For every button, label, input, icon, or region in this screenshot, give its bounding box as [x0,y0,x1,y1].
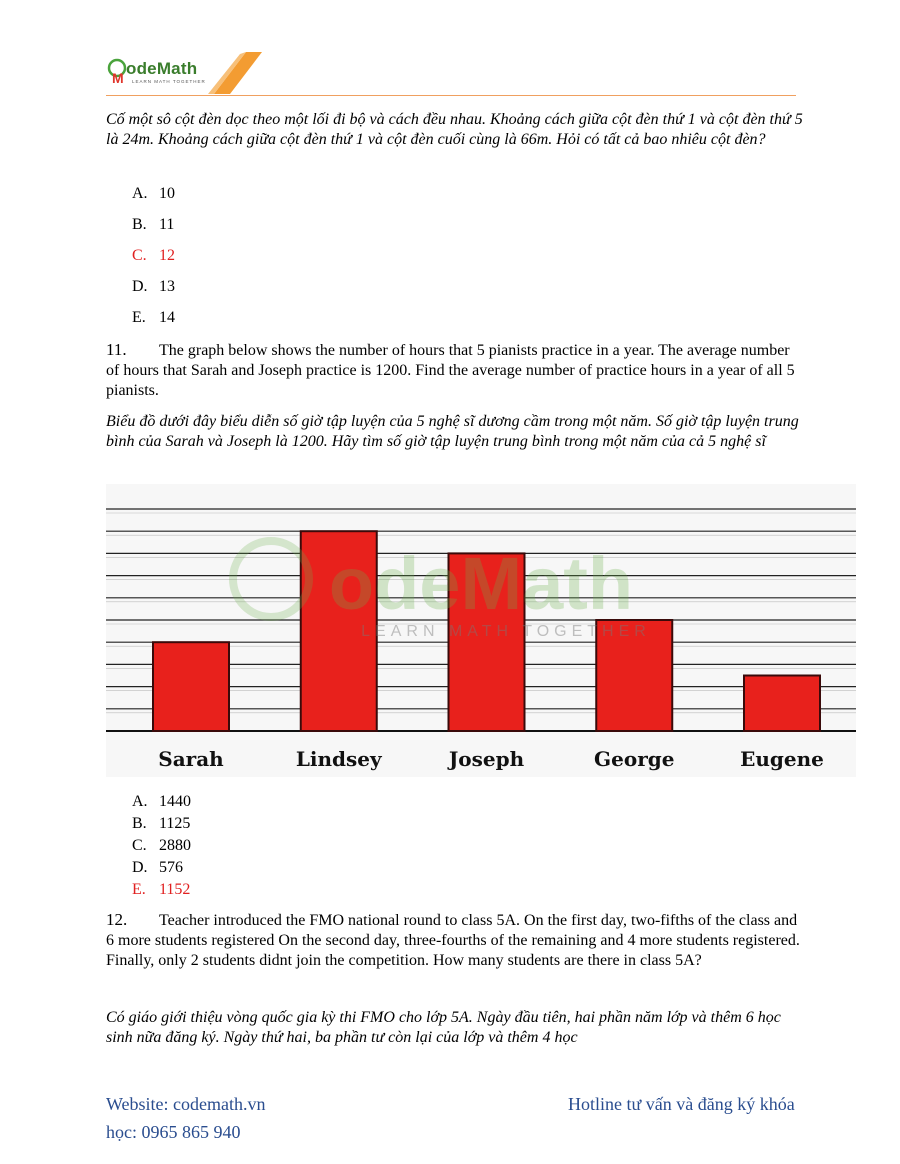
q11-text-en [106,340,806,401]
option-value: 1440 [159,793,191,810]
option-letter: E. [132,309,146,326]
option-letter: D. [132,859,148,876]
footer-hotline-label: Hotline tư vấn và đăng ký khóa [568,1094,795,1114]
option-letter: C. [132,247,147,264]
option-letter: B. [132,815,147,832]
website-link[interactable]: Website: codemath.vn [106,1094,266,1114]
option-value: 576 [159,859,183,876]
option-letter: A. [132,185,148,202]
bar-chart-svg [106,484,856,777]
option-value: 13 [159,278,175,295]
option-value: 1125 [159,815,191,832]
bar-eugene [744,676,820,732]
q10-option-a[interactable] [132,184,175,204]
q10-text-vi: Cố một sô cột đèn dọc theo một lối đi bộ và cách đều nhau. Khoảng cách giữa cột đèn thứ 1 và cột đèn thứ 5 là 24m. Khoảng cách giữa cột đèn thứ 1 và cột đèn cuối cùng là 66m. Hỏi có tất cả bao nhiêu cột đèn? [106,111,803,148]
logo-tagline: LEARN MATH TOGETHER [132,79,206,84]
option-value: 12 [159,247,175,264]
q10-option-d[interactable] [132,277,175,297]
q10-option-c[interactable] [132,246,175,266]
svg-text:M: M [112,70,124,86]
logo-wordmark: odeMath [126,59,198,78]
category-label: Joseph [448,747,525,771]
q10-option-e[interactable] [132,308,175,328]
option-value: 1152 [159,881,191,898]
footer-website [106,1090,266,1146]
header-divider [106,95,796,96]
option-value: 11 [159,216,175,233]
bar-sarah [153,642,229,731]
option-value: 14 [159,309,175,326]
category-label: Eugene [740,747,824,771]
option-letter: A. [132,793,148,810]
q12-text-vi: Có giáo giới thiệu vòng quốc gia kỳ thi FMO cho lớp 5A. Ngày đầu tiên, hai phần năm lớp và thêm 6 học sinh nữa đăng ký. Ngày thứ hai, ba phần tư còn lại của lớp và thêm 4 học [106,1009,781,1046]
q11-option-a[interactable] [132,792,191,812]
category-label: Lindsey [295,747,382,771]
q11-option-e[interactable] [132,880,190,900]
option-letter: B. [132,216,147,233]
q12-text: Teacher introduced the FMO national round to class 5A. On the first day, two-fifths of the class and 6 more students registered On the second day, three-fourths of the remaining and 4 more students registered. Finally, only 2 students didnt join the competition. How many students are there in class 5A? [106,912,800,969]
pianist-hours-chart [106,484,856,777]
codemath-logo [106,50,266,100]
category-label: Sarah [158,747,224,771]
q11-number: 11. [106,340,127,359]
q11-text: The graph below shows the number of hours that 5 pianists practice in a year. The average number of hours that Sarah and Joseph practice is 1200. Find the average number of practice hours in a year of all 5 pianists. [106,342,795,399]
watermark-wordmark: odeMath [328,542,634,625]
option-value: 2880 [159,837,191,854]
q11-option-d[interactable] [132,858,183,878]
q10-option-b[interactable] [132,215,174,235]
hotline-number: học: 0965 865 940 [106,1122,241,1142]
watermark-tagline: LEARN MATH TOGETHER [361,623,651,640]
q11-option-b[interactable] [132,814,190,834]
option-letter: E. [132,881,146,898]
option-letter: C. [132,837,147,854]
q12-text-en [106,910,806,971]
q11-text-vi: Biểu đồ dưới đây biểu diễn số giờ tập luyện của 5 nghệ sĩ dương cầm trong một năm. Số giờ tập luyện trung bình của Sarah và Joseph là 1200. Hãy tìm số giờ tập luyện trung bình trong một năm của cả 5 nghệ sĩ [106,413,799,450]
q12-number: 12. [106,910,128,929]
option-letter: D. [132,278,148,295]
q11-option-c[interactable] [132,836,191,856]
option-value: 10 [159,185,175,202]
category-label: George [594,747,675,771]
